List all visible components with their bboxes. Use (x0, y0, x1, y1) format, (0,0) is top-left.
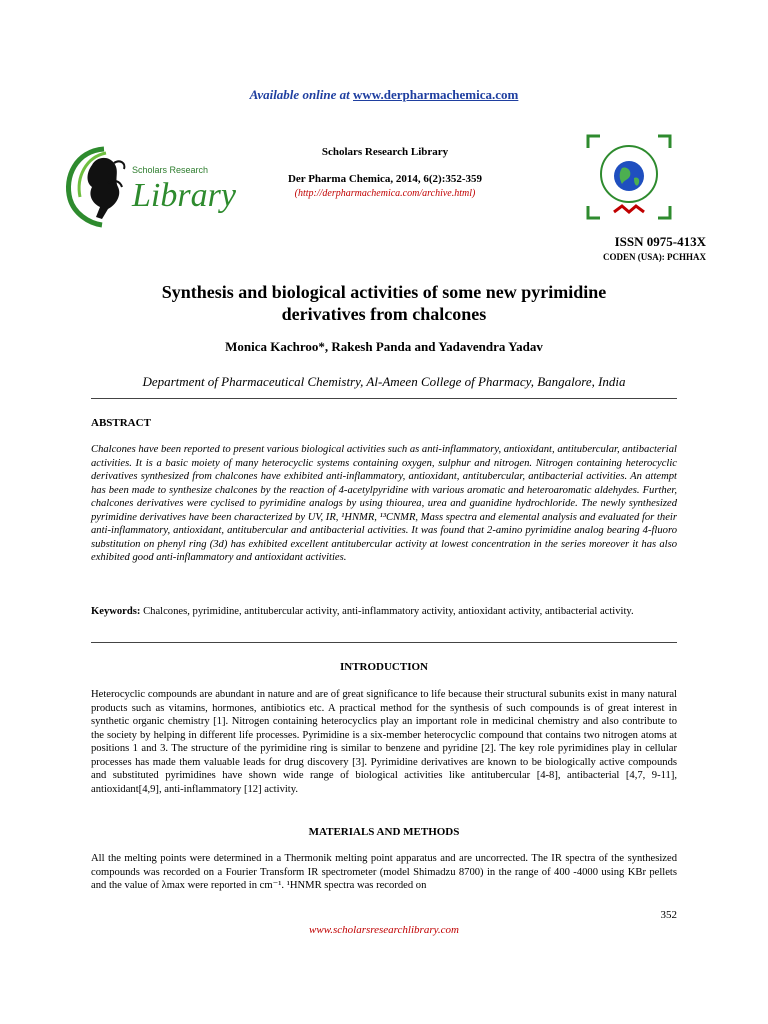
introduction-heading: INTRODUCTION (339, 661, 428, 673)
logo-text-line2: Library (132, 177, 236, 214)
footer-site-link[interactable]: www.scholarsresearchlibrary.com (309, 924, 459, 936)
paper-authors: Monica Kachroo*, Rakesh Panda and Yadavendra Yadav (225, 339, 543, 354)
introduction-text: Heterocyclic compounds are abundant in nature and are of great significance to life because their structural subunits exist in many natural products such as vitamins, hormones, antibiotics etc. A practical method for the synthesis of such compounds is of great interest in synthetic organic chemistry [1]. Nitrogen containing heterocyclics play an important role in medicinal chemistry and also contribute to the society by helping in different life processes. Pyrimidine is a six-member heterocyclic compound that contains two nitrogen atoms at positions 1 and 3. The structure of the pyrimidine ring is similar to benzene and pyridine [2]. The key role pyrimidines play in cellular processes has made them valuable leads for drug discovery [3]. Pyrimidine derivatives are known to be biologically active compounds and substituted pyrimidines have shown wide range of biological activities like antitubercular [4-8], antibacterial [4,7, 9-11], antioxidant[4,9], anti-inflammatory [12] activity. (91, 689, 677, 795)
paper-title (90, 281, 678, 325)
page-number: 352 (660, 909, 677, 921)
abstract-heading: ABSTRACT (91, 417, 151, 429)
logo-text-line1: Scholars Research (132, 165, 209, 175)
abstract-text: Chalcones have been reported to present various biological activities such as anti-inflammatory, antioxidant, antitubercular, antibacterial activities. It is a basic moiety of many heterocyclic systems containing oxygen, sulphur and nitrogen. Nitrogen containing heterocyclic derivatives synthesized from chalcones have exhibited anti-inflammatory, antioxidant, antitubercular, antibacterial activities. An attempt has been made to synthesize chalcones by the reaction of 4-acetylpyridine with various aromatic and heteroaromatic aldehydes. Further, chalcones derivatives were cyclised to pyrimidine analogs by using thiourea, urea and guanidine hydrochloride. The newly synthesized pyrimidine derivatives have been characterized by UV, IR, ¹HNMR, ¹³CNMR, Mass spectra and elemental analysis and evaluated for their anti-inflammatory, antioxidant, antitubercular and antibacterial activities. It was found that 2-amino pyrimidine analog bearing 4-fluoro substitution on phenyl ring (3d) has exhibited excellent antitubercular activity at lowest concentration in the series moreover it has also exhibited good anti-inflammatory and antioxidant activities. (91, 444, 677, 563)
divider-top (91, 398, 677, 399)
divider-bottom (91, 642, 677, 643)
paper-title-line1: Synthesis and biological activities of some new pyrimidine (161, 282, 607, 302)
coden-code: CODEN (USA): PCHHAX (603, 252, 706, 262)
globe-emblem-icon (584, 132, 674, 222)
available-online-line (0, 87, 768, 103)
keywords-list: Chalcones, pyrimidine, antitubercular activity, anti-inflammatory activity, antioxidant activity, antibacterial activity. (143, 606, 634, 617)
paper-title-line2: derivatives from chalcones (281, 304, 487, 324)
journal-website-link[interactable]: www.derpharmachemica.com (353, 87, 519, 102)
keywords-label: Keywords: (91, 606, 141, 617)
keywords-paragraph (91, 605, 677, 619)
issn-number: ISSN 0975-413X (614, 234, 706, 249)
journal-archive-link[interactable]: (http://derpharmachemica.com/archive.html) (294, 188, 476, 199)
publisher-name: Scholars Research Library (321, 146, 449, 158)
methods-heading: MATERIALS AND METHODS (308, 826, 460, 838)
der-pharma-chemica-logo (584, 132, 674, 222)
available-online-label: Available online at (249, 87, 350, 102)
author-affiliation: Department of Pharmaceutical Chemistry, Al-Ameen College of Pharmacy, Bangalore, India (142, 374, 626, 389)
scholars-research-library-logo (62, 143, 236, 229)
methods-text: All the melting points were determined in a Thermonik melting point apparatus and are uncorrected. The IR spectra of the synthesized compounds was recorded on a Fourier Transform IR spectrometer (model Shimadzu 8700) in the range of 400 -4000 using KBr pellets and the value of λmax were reported in cm⁻¹. ¹HNMR spectra was recorded on (91, 853, 677, 891)
journal-reference: Der Pharma Chemica, 2014, 6(2):352-359 (287, 173, 483, 185)
